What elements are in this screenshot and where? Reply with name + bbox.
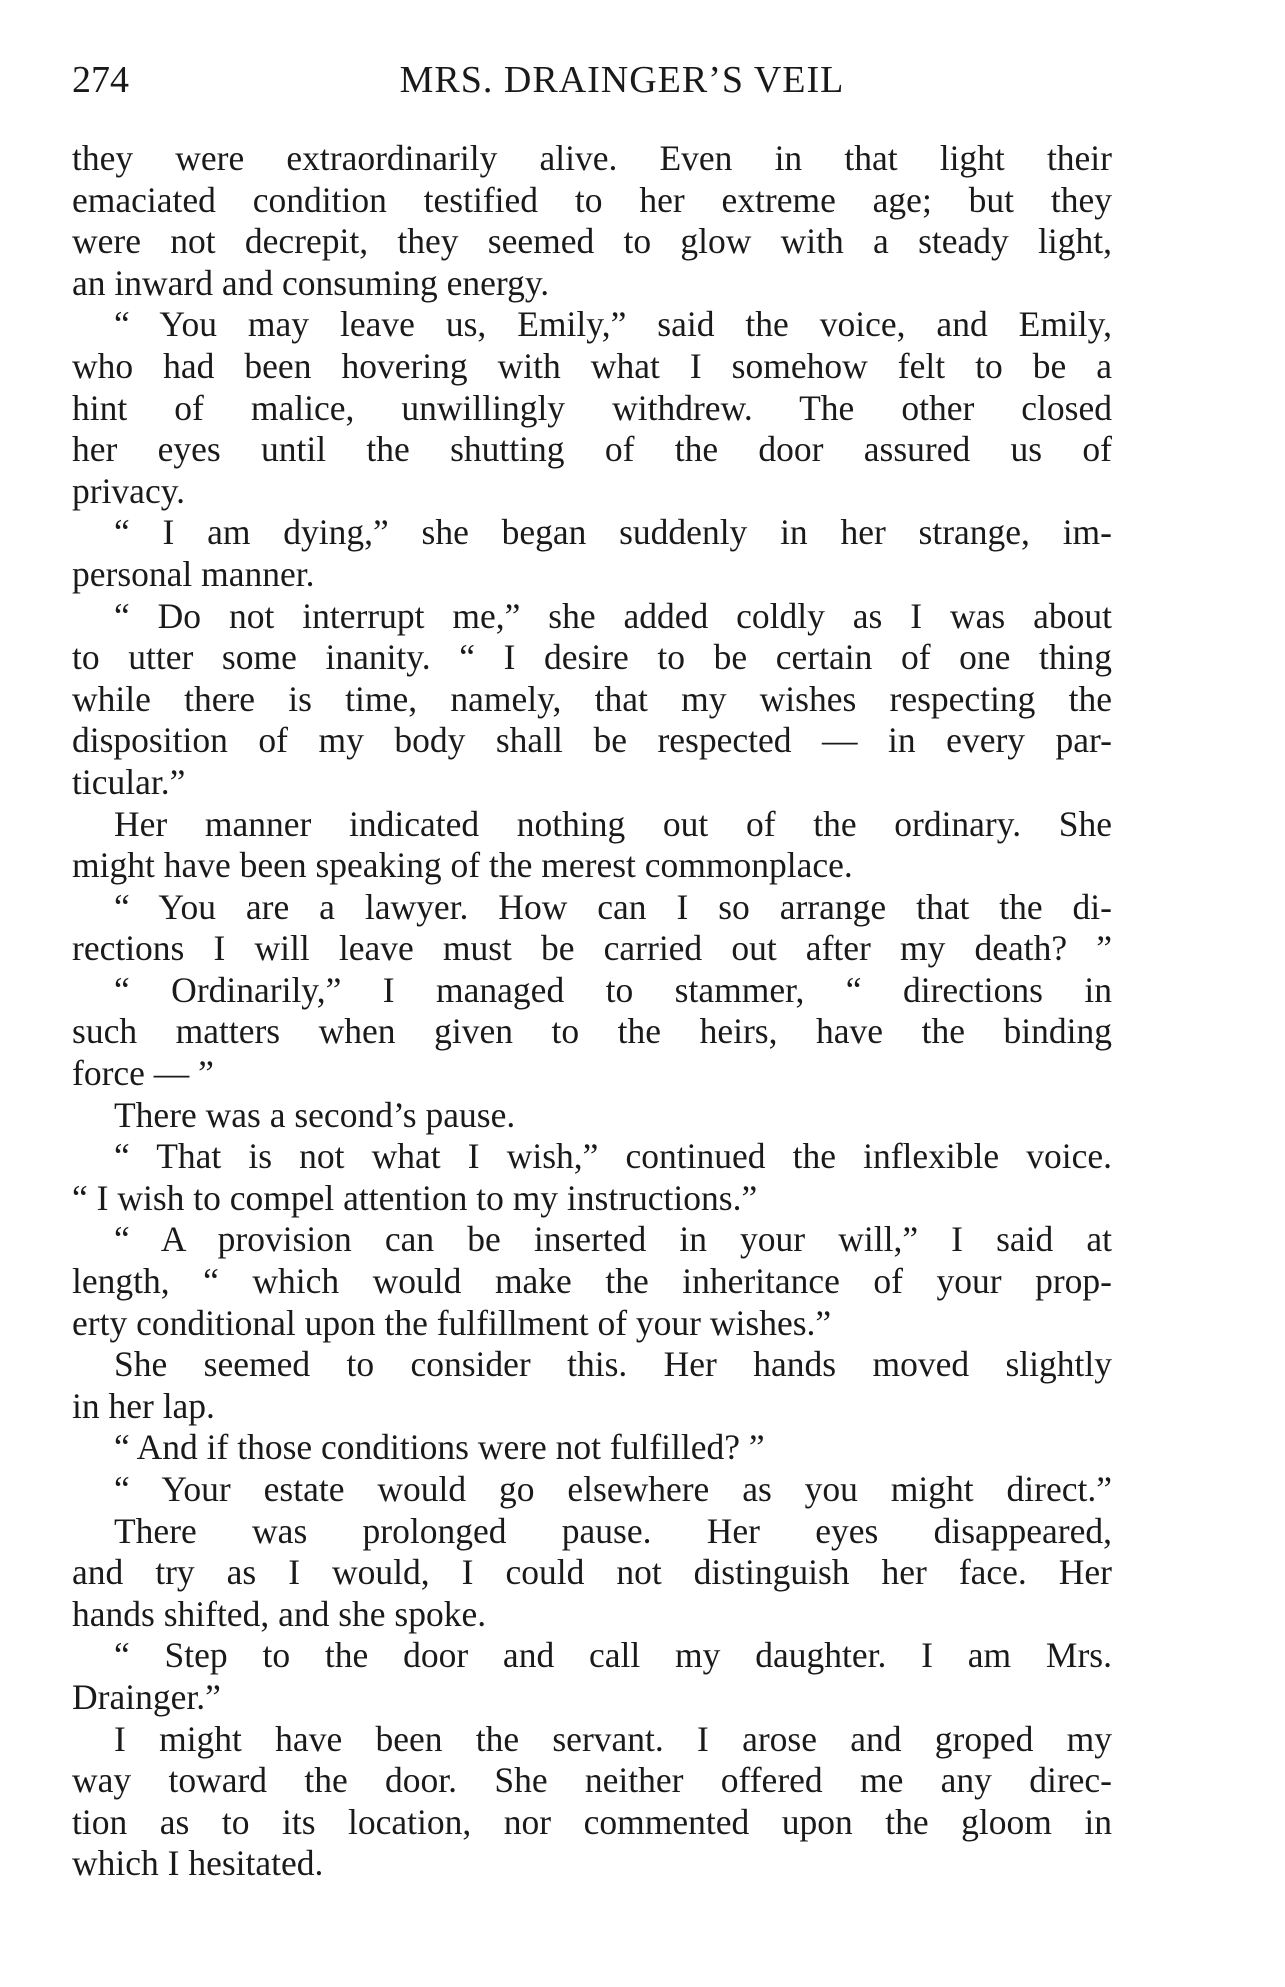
text-line: ticular.” — [72, 761, 186, 802]
text-line: “ Step to the door and call my daughter. I am Mrs. — [114, 1635, 1112, 1676]
text-line: were not decrepit, they seemed to glow with a steady light, — [72, 221, 1112, 262]
text-line: There was a second’s pause. — [114, 1094, 516, 1135]
text-line: which I hesitated. — [72, 1843, 324, 1884]
page-number: 274 — [72, 59, 129, 101]
text-line: disposition of my body shall be respected — in every par- — [72, 720, 1112, 761]
text-line: “ Ordinarily,” I managed to stammer, “ directions in — [114, 969, 1112, 1010]
text-line: her eyes until the shutting of the door assured us of — [72, 429, 1112, 470]
text-line: “ You are a lawyer. How can I so arrange that the di- — [114, 886, 1112, 927]
text-line: “ That is not what I wish,” continued the inflexible voice. — [114, 1136, 1112, 1177]
text-line: “ I wish to compel attention to my instructions.” — [72, 1177, 758, 1218]
text-line: they were extraordinarily alive. Even in that light their — [72, 138, 1112, 178]
text-line: and try as I would, I could not distinguish her face. Her — [72, 1552, 1112, 1593]
text-line: There was prolonged pause. Her eyes disappeared, — [114, 1510, 1112, 1551]
text-line: length, “ which would make the inheritance of your prop- — [72, 1261, 1112, 1302]
text-line: force — ” — [72, 1053, 214, 1094]
text-line: in her lap. — [72, 1385, 215, 1426]
body-text — [72, 138, 1112, 1885]
text-line: emaciated condition testified to her extreme age; but they — [72, 179, 1112, 220]
text-line: tion as to its location, nor commented upon the gloom in — [72, 1801, 1112, 1842]
text-line: to utter some inanity. “ I desire to be certain of one thing — [72, 637, 1112, 678]
text-line: Her manner indicated nothing out of the ordinary. She — [114, 803, 1112, 844]
text-line: I might have been the servant. I arose and groped my — [114, 1718, 1112, 1759]
text-line: who had been hovering with what I somehow felt to be a — [72, 345, 1112, 386]
text-line: “ Your estate would go elsewhere as you might direct.” — [114, 1469, 1112, 1509]
text-line: an inward and consuming energy. — [72, 262, 550, 303]
text-line: way toward the door. She neither offered me any direc- — [72, 1760, 1112, 1801]
text-line: “ Do not interrupt me,” she added coldly as I was about — [114, 595, 1112, 636]
text-line: “ You may leave us, Emily,” said the voice, and Emily, — [114, 304, 1112, 345]
page-header — [72, 55, 1112, 105]
text-line: might have been speaking of the merest commonplace. — [72, 845, 853, 886]
text-line: “ A provision can be inserted in your will,” I said at — [114, 1219, 1112, 1260]
text-line: rections I will leave must be carried out after my death? ” — [72, 928, 1112, 969]
text-line: “ And if those conditions were not fulfilled? ” — [114, 1427, 765, 1468]
text-line: hint of malice, unwillingly withdrew. The other closed — [72, 387, 1112, 428]
text-line: such matters when given to the heirs, have the binding — [72, 1011, 1112, 1052]
text-line: while there is time, namely, that my wishes respecting the — [72, 678, 1112, 719]
text-line: She seemed to consider this. Her hands moved slightly — [114, 1344, 1112, 1385]
text-line: hands shifted, and she spoke. — [72, 1593, 487, 1634]
text-line: Drainger.” — [72, 1676, 221, 1717]
text-line: “ I am dying,” she began suddenly in her strange, im- — [114, 512, 1112, 553]
running-title: MRS. DRAINGER’S VEIL — [399, 59, 845, 101]
text-line: erty conditional upon the fulfillment of your wishes.” — [72, 1302, 832, 1343]
text-line: personal manner. — [72, 553, 315, 594]
text-line: privacy. — [72, 470, 186, 511]
